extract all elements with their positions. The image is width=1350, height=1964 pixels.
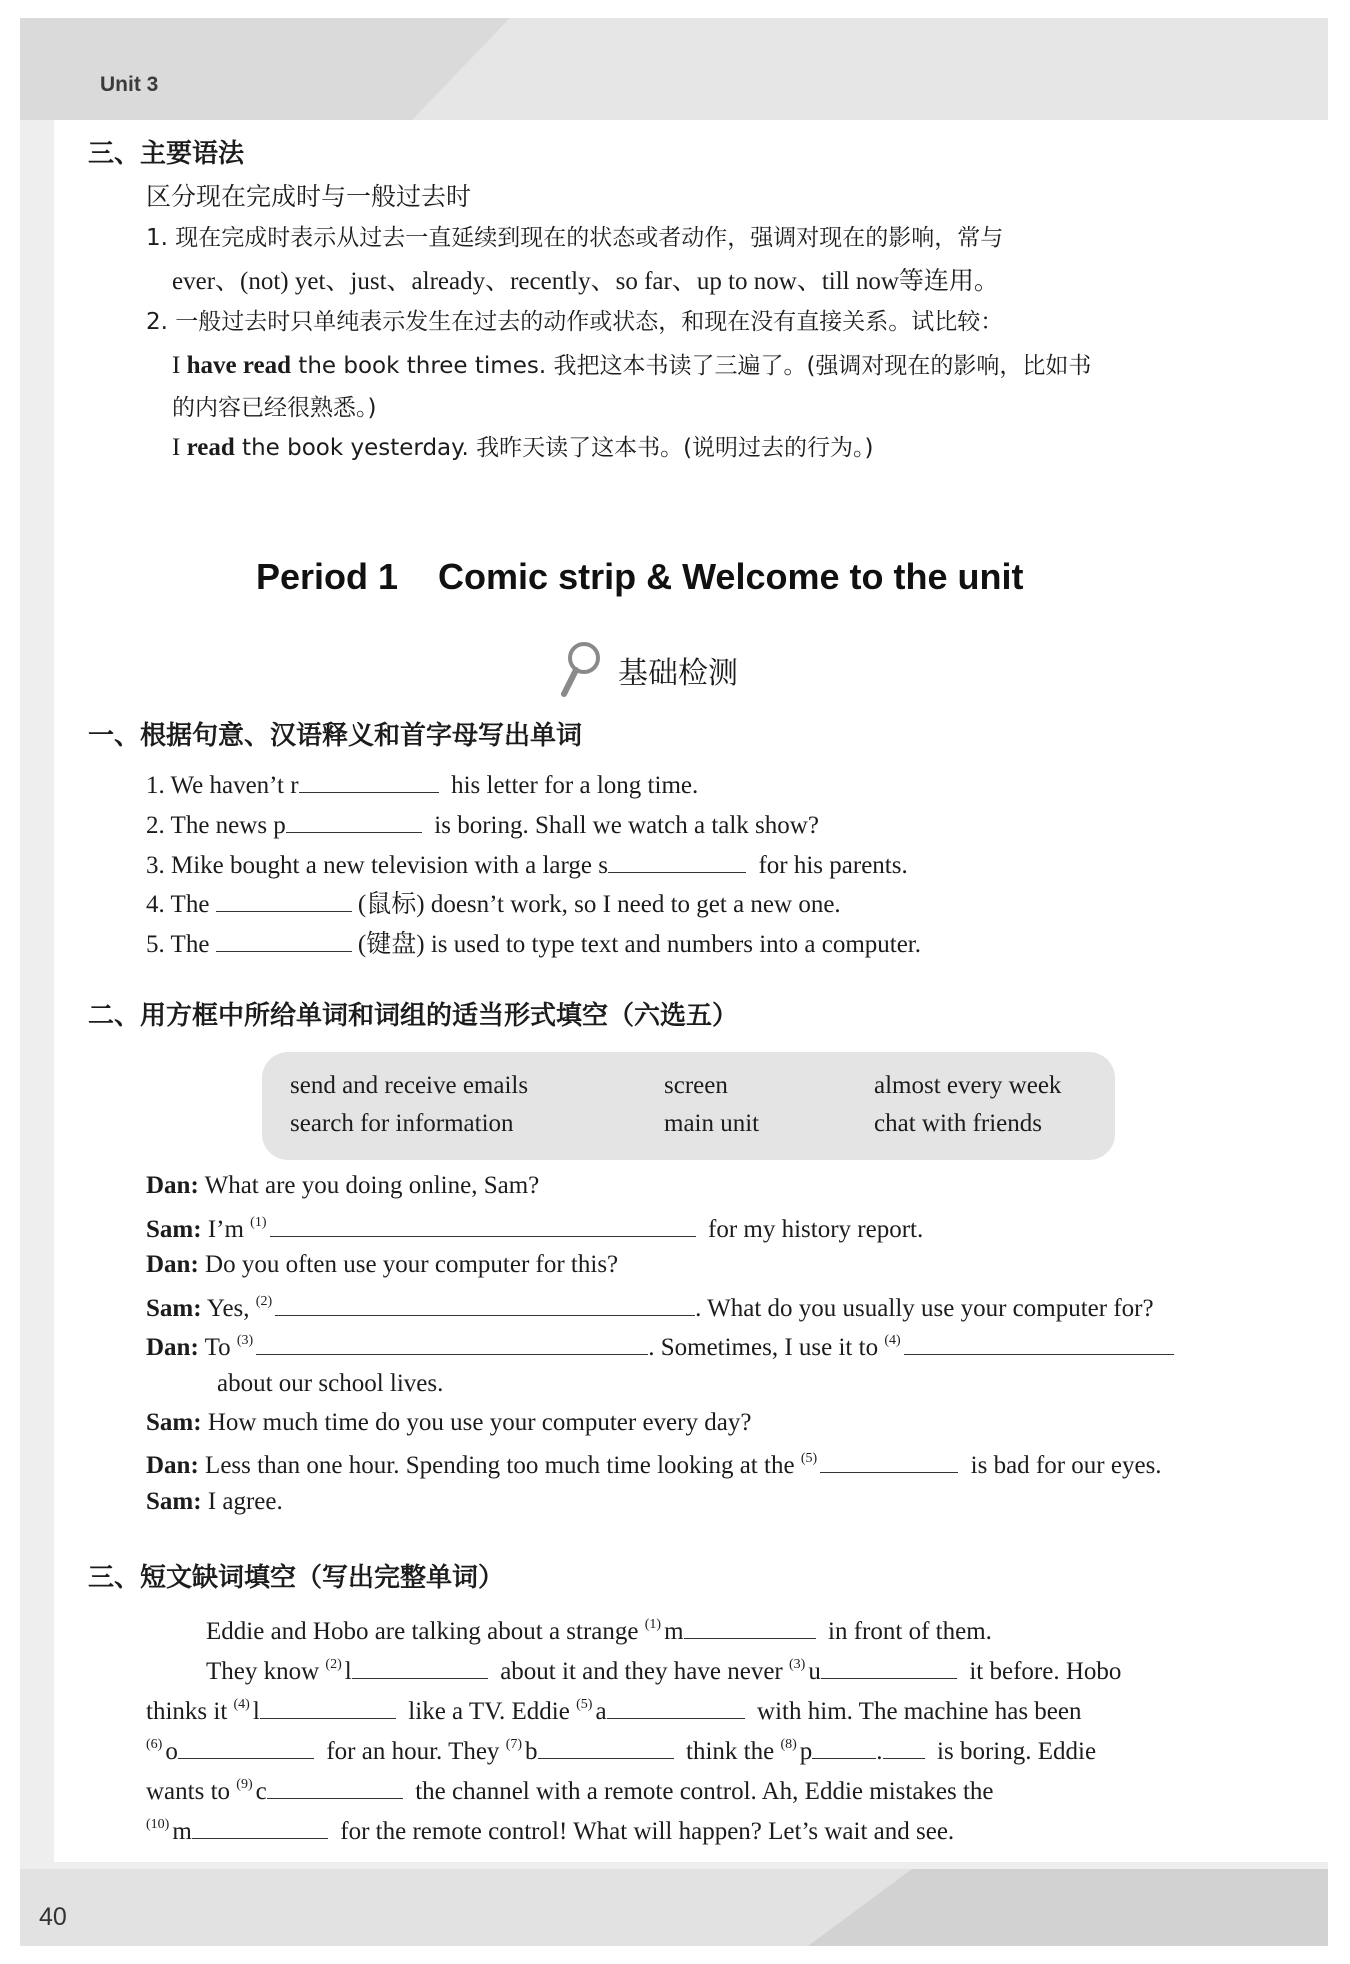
blank-number: (10) <box>146 1817 170 1832</box>
passage-text: the channel with a remote control. Ah, Eddie mistakes the <box>415 1778 994 1805</box>
passage-line-3 <box>146 1692 1082 1732</box>
passage-text: it before. Hobo <box>969 1658 1122 1685</box>
answer-blank-s1-5[interactable] <box>216 925 352 952</box>
word-option-5: main unit <box>664 1110 760 1137</box>
speaker: Dan: <box>146 1251 199 1278</box>
blank-number: (9) <box>236 1777 253 1792</box>
blank-number: (5) <box>576 1697 593 1712</box>
answer-blank-s2-5[interactable] <box>820 1446 958 1473</box>
line-text: I’m <box>207 1216 244 1243</box>
answer-blank-s1-4[interactable] <box>216 885 352 912</box>
word-option-1: send and receive emails <box>290 1072 529 1099</box>
blank-number: (6) <box>146 1737 163 1752</box>
answer-blank-s1-1[interactable] <box>299 766 439 793</box>
initial-letter: c <box>255 1778 267 1805</box>
initial-letter: o <box>165 1738 178 1765</box>
passage-text: Eddie and Hobo are talking about a strange <box>206 1618 639 1645</box>
line-text: . What do you usually use your computer for? <box>695 1295 1154 1322</box>
answer-blank-s3-2[interactable] <box>352 1652 488 1679</box>
answer-blank-s3-9[interactable] <box>267 1772 403 1799</box>
speaker: Dan: <box>146 1172 199 1199</box>
passage-line-5 <box>146 1772 994 1812</box>
speaker: Sam: <box>146 1295 202 1322</box>
passage-line-4 <box>146 1732 1096 1772</box>
s1-item-3 <box>146 846 908 882</box>
passage-line-1 <box>206 1612 992 1652</box>
passage-text: for an hour. They <box>326 1738 500 1765</box>
initial-letter: m <box>172 1818 192 1845</box>
badge-label: 基础检测 <box>618 656 738 691</box>
s1-item-5-post: (键盘) is used to type text and numbers into a computer. <box>357 931 922 958</box>
page-number: 40 <box>39 1903 67 1931</box>
period-title: Period 1 Comic strip & Welcome to the unit <box>256 556 1024 597</box>
blank-number: (1) <box>250 1215 267 1230</box>
initial-letter: b <box>525 1738 538 1765</box>
line-text: for my history report. <box>708 1216 924 1243</box>
word-option-6: chat with friends <box>874 1110 1043 1137</box>
blank-number: (4) <box>884 1333 901 1348</box>
line-text: I agree. <box>207 1488 283 1515</box>
answer-blank-s1-2[interactable] <box>286 806 422 833</box>
example-1-pre: I <box>172 352 187 379</box>
dialogue-line-6 <box>146 1407 751 1439</box>
passage-text: . <box>876 1738 883 1765</box>
word-option-4: search for information <box>290 1110 514 1137</box>
s1-item-5-pre: 5. The <box>146 931 210 958</box>
s1-item-1-pre: 1. We haven’t r <box>146 772 299 799</box>
blank-number: (4) <box>233 1697 250 1712</box>
example-2-post: the book yesterday. 我昨天读了这本书。(说明过去的行为。) <box>234 435 874 461</box>
s1-item-2-post: is boring. Shall we watch a talk show? <box>434 812 819 839</box>
s1-item-2-pre: 2. The news p <box>146 812 286 839</box>
speaker: Sam: <box>146 1216 202 1243</box>
line-text: What are you doing online, Sam? <box>204 1172 540 1199</box>
s1-item-5 <box>146 925 921 961</box>
dialogue-line-3 <box>146 1249 618 1281</box>
s1-item-4-pre: 4. The <box>146 891 210 918</box>
dialogue-line-4 <box>146 1289 1154 1329</box>
passage-text: think the <box>686 1738 775 1765</box>
dialogue-line-5-cont: about our school lives. <box>217 1370 444 1397</box>
line-text: is bad for our eyes. <box>970 1452 1162 1479</box>
grammar-example-2 <box>172 432 874 464</box>
example-1-bold: have read <box>186 352 291 379</box>
s1-item-3-post: for his parents. <box>758 852 908 879</box>
s1-item-2 <box>146 806 819 842</box>
section3-heading: 三、短文缺词填空（写出完整单词） <box>88 1563 505 1593</box>
answer-blank-s3-4[interactable] <box>260 1692 396 1719</box>
word-option-3: almost every week <box>874 1072 1062 1099</box>
example-2-pre: I <box>172 434 187 461</box>
passage-line-6 <box>146 1812 954 1852</box>
grammar-point-2: 2. 一般过去时只单纯表示发生在过去的动作或状态，和现在没有直接关系。试比较： <box>146 309 1004 335</box>
initial-letter: a <box>595 1698 607 1725</box>
answer-blank-s3-6[interactable] <box>178 1732 314 1759</box>
speaker: Dan: <box>146 1334 199 1361</box>
answer-blank-s3-3[interactable] <box>821 1652 957 1679</box>
dialogue-line-2 <box>146 1210 923 1250</box>
passage-text: is boring. Eddie <box>937 1738 1097 1765</box>
s1-item-4 <box>146 885 841 921</box>
blank-number: (3) <box>789 1657 806 1672</box>
answer-blank-s2-3[interactable] <box>256 1328 648 1355</box>
speaker: Sam: <box>146 1488 202 1515</box>
passage-text: thinks it <box>146 1698 228 1725</box>
speaker: Sam: <box>146 1409 202 1436</box>
line-text: Less than one hour. Spending too much time looking at the <box>205 1452 795 1479</box>
answer-blank-s3-10[interactable] <box>192 1812 328 1839</box>
word-option-2: screen <box>664 1072 728 1099</box>
grammar-heading: 三、主要语法 <box>88 139 245 169</box>
s1-item-1 <box>146 766 698 802</box>
answer-blank-s2-1[interactable] <box>270 1210 696 1237</box>
initial-letter: l <box>344 1658 352 1685</box>
line-text: Yes, <box>206 1295 250 1322</box>
answer-blank-s3-7[interactable] <box>538 1732 674 1759</box>
answer-blank-s3-8a[interactable] <box>812 1732 876 1759</box>
grammar-point-1-cont: ever、(not) yet、just、already、recently、so far、up to now、till now等连用。 <box>172 268 999 295</box>
grammar-example-1 <box>172 350 1091 382</box>
initial-letter: u <box>808 1658 821 1685</box>
passage-text: with him. The machine has been <box>757 1698 1082 1725</box>
passage-text: like a TV. Eddie <box>408 1698 570 1725</box>
answer-blank-s1-3[interactable] <box>608 846 746 873</box>
line-text: How much time do you use your computer every day? <box>207 1409 752 1436</box>
passage-text: They know <box>206 1658 320 1685</box>
answer-blank-s2-2[interactable] <box>275 1289 695 1316</box>
grammar-point-1: 1. 现在完成时表示从过去一直延续到现在的状态或者动作，强调对现在的影响，常与 <box>146 225 1004 251</box>
blank-number: (1) <box>644 1617 662 1632</box>
initial-letter: m <box>664 1618 684 1645</box>
passage-text: for the remote control! What will happen? Let’s wait and see. <box>340 1818 955 1845</box>
answer-blank-s3-8b[interactable] <box>883 1732 925 1759</box>
blank-number: (7) <box>505 1737 523 1752</box>
grammar-subheading: 区分现在完成时与一般过去时 <box>146 182 472 211</box>
passage-text: in front of them. <box>828 1618 992 1645</box>
blank-number: (2) <box>255 1294 273 1309</box>
dialogue-line-1 <box>146 1170 539 1202</box>
line-text: . Sometimes, I use it to <box>648 1334 879 1361</box>
line-text: To <box>204 1334 231 1361</box>
section2-heading: 二、用方框中所给单词和词组的适当形式填空（六选五） <box>88 1001 739 1031</box>
word-box <box>262 1052 1115 1160</box>
passage-text: wants to <box>146 1778 231 1805</box>
blank-number: (2) <box>325 1657 342 1672</box>
answer-blank-s3-1[interactable] <box>684 1612 816 1639</box>
s1-item-1-post: his letter for a long time. <box>451 772 699 799</box>
dialogue-line-7 <box>146 1446 1162 1486</box>
passage-line-2 <box>206 1652 1121 1692</box>
answer-blank-s2-4[interactable] <box>904 1328 1174 1355</box>
example-1-post: the book three times. 我把这本书读了三遍了。(强调对现在的影响，比如书 <box>290 353 1092 379</box>
initial-letter: p <box>799 1738 813 1765</box>
blank-number: (3) <box>236 1333 254 1348</box>
section1-heading: 一、根据句意、汉语释义和首字母写出单词 <box>88 721 583 751</box>
answer-blank-s3-5[interactable] <box>607 1692 745 1719</box>
line-text: Do you often use your computer for this? <box>205 1251 619 1278</box>
passage-text: about it and they have never <box>500 1658 783 1685</box>
example-2-bold: read <box>186 434 235 461</box>
s1-item-4-post: (鼠标) doesn’t work, so I need to get a new one. <box>357 891 841 918</box>
initial-letter: l <box>252 1698 260 1725</box>
speaker: Dan: <box>146 1452 199 1479</box>
dialogue-line-8 <box>146 1486 283 1518</box>
grammar-example-1-cont: 的内容已经很熟悉。) <box>172 395 377 421</box>
s1-item-3-pre: 3. Mike bought a new television with a large s <box>146 852 608 879</box>
dialogue-line-5 <box>146 1328 1174 1368</box>
magnifier-icon <box>558 640 604 698</box>
blank-number: (5) <box>800 1451 818 1466</box>
unit-label: Unit 3 <box>100 73 159 96</box>
blank-number: (8) <box>780 1737 797 1752</box>
